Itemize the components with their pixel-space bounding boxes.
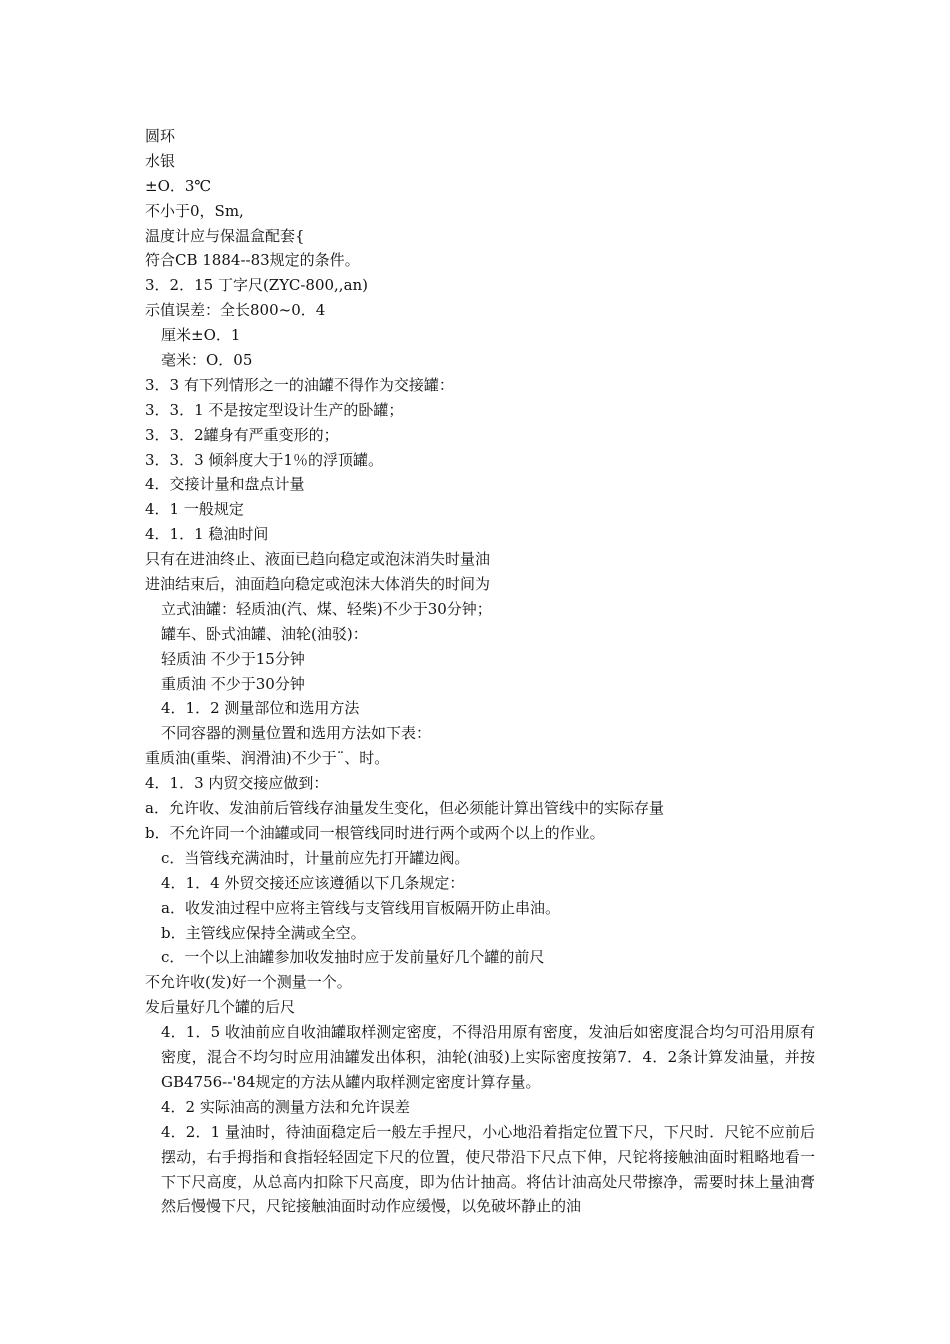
text-line: 厘米±O．1 <box>161 326 241 345</box>
text-line: 4．1．1 稳油时间 <box>145 525 269 544</box>
text-line: 罐车、卧式油罐、油轮(油驳)： <box>161 624 368 643</box>
text-paragraph: 4．2．1 量油时，待油面稳定后一般左手捏尺，小心地沿着指定位置下尺，下尺时．尺铊不应前后摆动，右手拇指和食指轻轻固定下尺的位置，使尺带沿下尺点下伸，尺铊将接触油面时粗略地看一下下尺高度，从总高内扣除下尺高度，即为估计抽高。将估计油高处尺带擦净，需要时抹上量油膏然后慢慢下尺，尺铊接触油面时动作应缓慢，以免破坏静止的油 <box>161 1122 815 1216</box>
text-line: 3．2．15 丁字尺(ZYC-800,,an) <box>145 276 369 295</box>
text-line: 3．3．2罐身有严重变形的； <box>145 425 339 444</box>
text-line: 3．3 有下列情形之一的油罐不得作为交接罐： <box>145 375 454 394</box>
text-line: c．当管线充满油时，计量前应先打开罐边阀。 <box>161 848 470 867</box>
text-line: 不小于0，Sm, <box>145 201 244 220</box>
text-line: 4．1．2 测量部位和选用方法 <box>161 699 360 718</box>
text-line: 3．3．3 倾斜度大于1％的浮顶罐。 <box>145 450 383 469</box>
text-line: b．不允许同一个油罐或同一根管线同时进行两个或两个以上的作业。 <box>145 823 605 842</box>
text-line: 轻质油 不少于15分钟 <box>161 649 305 668</box>
text-line: 水银 <box>145 151 176 170</box>
text-line: 不同容器的测量位置和选用方法如下表： <box>161 724 432 743</box>
text-line: 温度计应与保温盒配套{ <box>145 226 305 245</box>
text-line: 4．交接计量和盘点计量 <box>145 475 305 494</box>
text-line: ±O．3℃ <box>145 176 212 195</box>
text-lines <box>145 124 815 1020</box>
text-line: 4．1 一般规定 <box>145 500 244 519</box>
text-line: 只有在进油终止、液面已趋向稳定或泡沫消失时量油 <box>145 550 491 569</box>
text-line: 重质油 不少于30分钟 <box>161 674 305 693</box>
text-line: 不允许收(发)好一个测量一个。 <box>145 973 352 992</box>
text-line: a．允许收、发油前后管线存油量发生变化，但必须能计算出管线中的实际存量 <box>145 799 664 818</box>
text-line: b．主管线应保持全满或全空。 <box>161 923 366 942</box>
document-body <box>145 124 815 1219</box>
text-line: 4．1．4 外贸交接还应该遵循以下几条规定： <box>161 873 465 892</box>
text-line: 毫米：O．05 <box>161 351 253 370</box>
text-paragraph: 4．1．5 收油前应自收油罐取样测定密度，不得沿用原有密度，发油后如密度混合均匀可沿用原有密度，混合不均匀时应用油罐发出体积，油轮(油驳)上实际密度按第7．4．2条计算发油量，并按GB4756--'84规定的方法从罐内取样测定密度计算存量。 <box>161 1023 815 1091</box>
text-line: a．收发油过程中应将主管线与支管线用盲板隔开防止串油。 <box>161 898 560 917</box>
text-line: 发后量好几个罐的后尺 <box>145 998 296 1017</box>
text-line: 立式油罐：轻质油(汽、煤、轻柴)不少于30分钟； <box>161 599 492 618</box>
text-line: 示值误差：全长800~0．4 <box>145 301 326 320</box>
text-line: 3．3．1 不是按定型设计生产的卧罐； <box>145 400 404 419</box>
text-line: 重质油(重柴、润滑油)不少于¨、时。 <box>145 749 390 768</box>
text-line: 符合CB 1884--83规定的条件。 <box>145 251 360 270</box>
text-paragraphs <box>145 1020 815 1219</box>
text-line: 4．1．3 内贸交接应做到： <box>145 774 329 793</box>
text-line: c．一个以上油罐参加收发抽时应于发前量好几个罐的前尺 <box>161 948 545 967</box>
text-line: 进油结束后，油面趋向稳定或泡沫大体消失的时间为 <box>145 575 491 594</box>
text-paragraph: 4．2 实际油高的测量方法和允许误差 <box>161 1097 410 1116</box>
text-line: 圆环 <box>145 127 176 145</box>
